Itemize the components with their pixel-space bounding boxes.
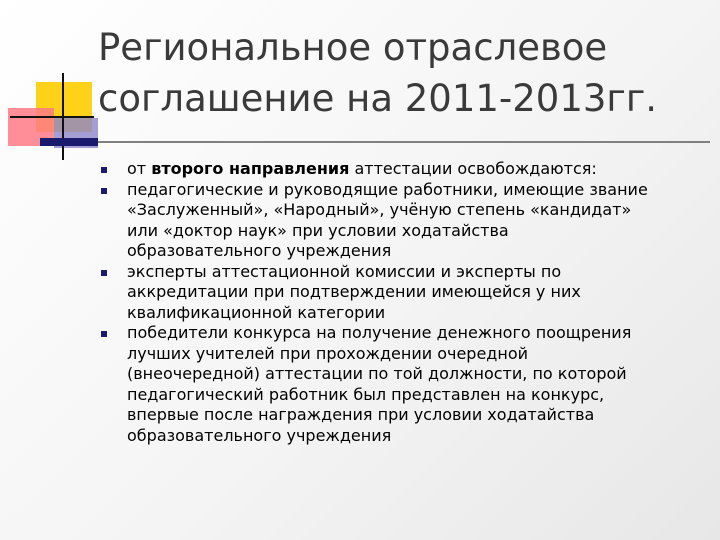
bullet-line: победители конкурса на получение денежного поощрения xyxy=(127,323,632,342)
bullet-line: аккредитации при подтверждении имеющейся у них xyxy=(127,282,581,301)
bullet-list xyxy=(96,159,706,446)
bullet-bold-text: второго направления xyxy=(151,159,350,178)
bullet-line: впервые после награждения при условии ходатайства xyxy=(127,405,595,424)
title-line-2: соглашение на 2011-2013гг. xyxy=(98,77,658,120)
title-divider xyxy=(40,141,710,143)
bullet-intro xyxy=(96,159,706,180)
bullet-square-icon xyxy=(101,270,107,276)
bullet-pedagogues xyxy=(96,180,706,262)
bullet-line: педагогический работник был представлен на конкурс, xyxy=(127,384,605,404)
bullet-line: лучших учителей при прохождении очередной xyxy=(127,343,529,363)
bullet-line: эксперты аттестационной комиссии и эксперты по xyxy=(127,261,562,281)
bullet-line: квалификационной категории xyxy=(127,302,386,322)
bullet-line: педагогические и руководящие работники, имеющие звание xyxy=(127,179,648,199)
bullet-experts xyxy=(96,262,706,324)
bullet-line: или «доктор наук» при условии ходатайства xyxy=(127,220,509,240)
title-divider-accent xyxy=(40,138,98,146)
bullet-line: образовательного учреждения xyxy=(127,425,392,445)
slide-title xyxy=(98,22,698,124)
bullet-winners xyxy=(96,323,706,446)
bullet-line: «Заслуженный», «Народный», учёную степень «кандидат» xyxy=(127,200,632,219)
bullet-line: (внеочередной) аттестации по той должности, по которой xyxy=(127,364,627,383)
bullet-prefix: от xyxy=(127,159,152,178)
bullet-square-icon xyxy=(101,331,107,337)
bullet-square-icon xyxy=(101,167,107,173)
title-line-1: Региональное отраслевое xyxy=(98,26,608,69)
bullet-square-icon xyxy=(101,188,107,194)
bullet-line: образовательного учреждения xyxy=(127,241,392,260)
bullet-suffix: аттестации освобождаются: xyxy=(349,159,597,178)
